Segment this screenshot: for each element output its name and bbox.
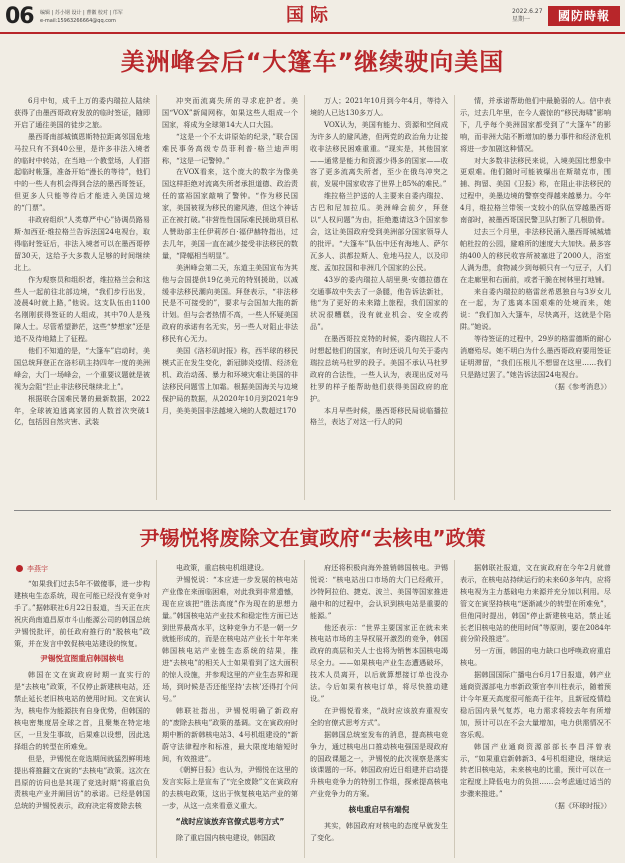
- column-divider: [304, 95, 305, 500]
- paragraph: 《朝鲜日报》也认为，尹锡悦在这里的发言实际上是宣布了“完全废除”文在寅政府的去核电政策，这出于恢复核电站产业的第一步，从这一点来看意义重大。: [162, 765, 298, 811]
- editors-line: 编辑 | 苏小钢 设计 | 曹徽 校对 | 邝军: [40, 10, 123, 16]
- paragraph: VOX认为，美国有能力、资源和空间成为许多人的避风港，但两党的政治角力让接收非法移民困难重重。“现实是，其他国家——通常是能力和资源少得多的国家——收容了更多流离失所者，至少在俄乌冲突之前，发展中国家收容了世界上85%的难民。”: [310, 119, 448, 189]
- header-divider: [0, 32, 625, 34]
- page-number: 06: [5, 4, 34, 29]
- newspaper-logo: 國防時報: [548, 6, 620, 26]
- article1-column-3: [310, 95, 448, 500]
- source-credit: （据《参考消息》）: [550, 381, 611, 391]
- subheading: “战时应该放弃官僚式思考方式”: [175, 817, 285, 827]
- paragraph: 据韩联社报道，文在寅政府在今年2月就曾表示，在核电站持续运行的未来60多年内，应将核电视为主力基础电力来源并充分加以利用。尽管文在寅坚持核电“逐渐减少的转型在所难免”，但他同时提出，韩国“停止新建核电站，禁止延长老旧核电站的使用时间”等原则，要在2084年前分阶段推进”。: [460, 563, 611, 644]
- paragraph: 在尹锡悦看来，“战时应该放弃重视安全的官僚式思考方式”。: [310, 705, 448, 727]
- paragraph: 尹锡悦说：“本应进一步发展的核电站产业像在来面临困难，对此我到非常遗憾，现在应该把“胜法高度”作为现在的思想力量。”韩国核电站产业技术和稳定性方面已达到世界最高水平，这种竞争力不是一朝一夕就能形成的，而是在核电站产业长十年年来韩国核电站产业链生态系统的结果，推进“去核电”的相关人士如果看到了这大面积的惊人设施，并参观这里的产业生态界和现场，到时候是否还能坚持‘去核’还得打个问号。”: [162, 574, 298, 703]
- paragraph: “如果我们过去5年不做傻事，进一步构建核电生态系统，现在可能已经没有竞争对手了。”据韩联社6月22日报道，当天正在庆祝庆尚南道昌原市斗山能源公司的韩国总统尹锡悦批评，前任政府推行的“脱核电”政策，并在发言中敦促核电站建设的恢复。: [14, 579, 150, 648]
- article-divider: [14, 510, 611, 511]
- editor-credits: [40, 9, 123, 25]
- weekday-value: 星期一: [512, 16, 531, 23]
- article1-column-1: [14, 95, 150, 500]
- column-divider: [454, 95, 455, 500]
- author-byline: [16, 563, 101, 575]
- paragraph: 其实，韩国政府对核电的态度早就发生了变化。: [310, 821, 448, 842]
- paragraph: 冲突而流离失所的寻求庇护者。美国“VOX”新闻网称，如果这些人组成一个国家，将成为全球第14大人口大国。: [162, 96, 298, 129]
- column-divider: [454, 560, 455, 858]
- section-title: 国际: [286, 5, 334, 26]
- paragraph: 美国《洛杉矶时报》称，西半球的移民模式正在发生变化，新冠肺炎疫情、经济危机、政治动荡、暴力和环境灾难让美国的非法移民问题雪上加霜。根据美国海关与边境保护局的数据，从2020年10月到2021年9月，美美美国非法越境入境的人数超过170: [162, 346, 298, 415]
- paragraph: 万人；2021年10月到今年4月，等待入境的人已达130多万人。: [310, 96, 448, 117]
- paragraph: 他们不知道的是，“大篷车”启动时，美国总统拜登正在洛杉矶主持四年一度的美洲峰会，大门一场峰会，一个重要议题就是被视为会阻“拦止非法移民继续北上”。: [14, 346, 150, 391]
- page-header: [0, 0, 625, 32]
- paragraph: 等待签证的过程中，29岁的格雷德斯的耐心消磨殆尽。她不明白为什么墨西哥政府要用签证证明滞留，“我们压根儿不想留在这里……我们只是路过罢了。”她告诉法国24电视台。: [460, 334, 611, 379]
- paragraph: 据韩国总统室发布的消息，提高核电竞争力，通过核电出口推动核电强国是现政府的国政课题之一，尹锡悦的此次视察是落实该课题的一环。韩国政府近日组建并启动提升核电竞争力的特别工作组，探索提高核电产业竞争力的方案。: [310, 729, 448, 799]
- article2-column-1: [14, 578, 150, 858]
- article2-headline: 尹锡悦将废除文在寅政府“去核电”政策: [139, 526, 486, 550]
- paragraph: 非政府组织“人类尊严中心”协调员路易斯·加西亚·维拉格兰告诉法国24电视台，取得临时签证后，非法入境者可以在墨西哥停留30天，这给予大多数人足够的时间继续北上。: [14, 215, 150, 272]
- byline-dot-icon: [16, 565, 23, 572]
- article2-column-2: [162, 562, 298, 858]
- column-divider: [156, 560, 157, 858]
- paragraph: 情，并承诺帮助他们中最脆弱的人。信中表示，过去几年里，在今人震惊的“移民海啸”影响下，几乎每个美洲国家都受到了“大篷车”的影响，而非洲大陆不断增加的暴力事件和经济危机将进一步加剧这种情况。: [460, 96, 611, 153]
- paragraph: 作为观察员和组织者，维拉格兰会和这些人一起前往北部边境，“我们步行出发，凌晨4时就上路，”他说。这支队伍由1100名刚刚获得签证的人组成，其中70人是残障人士。尽管希望渺茫，这些“梦想家”还是追不及待地踏上了征程。: [14, 274, 150, 344]
- paragraph: 维拉格兰护送的人主要来自委内瑞拉、古巴和尼加拉瓜。美洲峰会前夕，拜登以“人权问题”为由，拒绝邀请这3个国家参会，这让美国政府受到美洲部分国家领导人的批评。“大篷车”队伍中还有海地人、萨尔瓦多人、洪都拉斯人、危地马拉人，以及印度、孟加拉国和非洲几个国家的公民。: [310, 191, 448, 272]
- paragraph: 根据联合国难民署的最新数据，2022年，全球被迫逃离家园的人数首次突破1亿，包括因自然灾害、武装: [14, 393, 150, 427]
- source-credit: （据《环球时报》）: [550, 801, 611, 811]
- paragraph: 对大多数非法移民来说，入境美国比想象中更艰难。他们随时可能被爆出在斯瑞克市，围捕、拘留、美国《卫报》称，在阻止非法移民的过程中，美墨边境的警察变得越来越暴力。今年4月，维拉格兰带领一支较小的队伍穿越墨西哥南部时，被墨西哥国民警卫队打断了几根肋骨。: [460, 155, 611, 225]
- paragraph: 来自委内瑞拉的格雷丝希恩独自与3岁女儿在一起，为了逃离本国艰难的处境而来，她说：“我们加入大篷车，尽快离开，这就是个陷阱。”她说。: [460, 286, 611, 332]
- paragraph: 6月中旬，成千上万的委内瑞拉人陆续获得了由墨西哥政府发放的临时签证，随即开启了通往美国的徒步之旅。: [14, 96, 150, 129]
- column-divider: [304, 560, 305, 858]
- issue-date: [512, 8, 543, 24]
- article2-column-3: [310, 562, 448, 858]
- paragraph: 美洲峰会第二天，东道主美国宣布为其他与会国提供19亿美元的特别援助，以减缓非法移民潮向美国。拜登表示，“非法移民是不可接受的”，要求与会国加大拖的新计划。但与会者热情不高，一些人怀疑美国政府的承诺有名无实，另一些人对阻止非法移民有心无力。: [162, 262, 298, 344]
- article1-column-2: [162, 95, 298, 500]
- paragraph: 在墨西哥拉克特的时候，委内瑞拉人不时想起他们的国家，有时还说几句关于委内瑞拉总统马杜罗的段子。美国不承认马杜罗政府的合法性，一些人认为，表现出反对马杜罗的样子能帮助他们获得美国政府的庇护。: [310, 334, 448, 403]
- paragraph: 韩国在文在寅政府时期一直实行的是“去核电”政策，不仅停止新建核电站，还禁止延长老旧核电站的使用时间。文在寅认为，核电作为能源扶有自身优势，但韩国的核电密集度居全球之首，且聚集在特定地区，一旦发生事故，后果难以设想，因此选择组合的转型在所难免。: [14, 670, 150, 751]
- subheading: 核电重启早有端倪: [348, 805, 410, 815]
- paragraph: 另一方面，韩国的电力缺口也呼唤政府重启核电。: [460, 646, 611, 668]
- email-line: e-mail:15963266664@qq.com: [40, 18, 116, 24]
- paragraph: 据韩国国际广播电台6月17日报道，韩产业通商资源部电力率新政策官李川柱表示，随着预计今年夏天高度很可能高于往年，且新冠疫情趋稳后国内景气复苏，电力需求将较去年有所增加，预计可以在不会大量增加，电力供需情况不容乐观。: [460, 670, 611, 739]
- paragraph: 电政策，重启核电机组建设。: [176, 563, 269, 572]
- paragraph: 在VOX看来，这个庞大的数字为像美国这样拒绝对流离失所者承担道德、政治责任的富裕国家敲响了警钟。“作为移民国家，美国被视为移民的避风港，但这个神话正在被打破。”非营性性国际难民援助项目私人赞助部主任伊莉莎白·福伊赫特指出，过去几年，美国一直在减少接受非法移民的数量，“降幅相当明显”。: [162, 167, 298, 260]
- column-divider: [156, 95, 157, 500]
- paragraph: 他还表示：“世界主要国家正在就未来核电站市场的主导权展开激烈的竞争，韩国政府的高层和关人士也将为销售本国核电竭尽全力。——如果核电产业生态遭遇破坏，技术人员离开，以后就算想接订单也没办法。今后如果有核电订单，将尽快推动建设。”: [310, 622, 448, 703]
- paragraph: 但是，尹锡悦在竞选期间就猛烈鲜明地提出将推翻文在寅的“去核电”政策。这次在昌原的访问也是其现了竞选时期“将重启负责核电产业并阐回访”的承诺。已经是韩国总统的尹锡悦表示，政府决定将废除去核: [14, 753, 150, 811]
- paragraph: 本月早些时候，墨西哥移民局说临播拉格兰，表达了对这一行人的同: [310, 405, 448, 427]
- article1-headline: 美洲峰会后“大篷车”继续驶向美国: [120, 48, 505, 76]
- paragraph: 除了重启国内核电建设，韩国政: [176, 832, 276, 842]
- article1-column-4: [460, 95, 611, 500]
- paragraph: 43岁的委内瑞拉人胡里奥·安德拉德在交通事故中失去了一条腿，他告诉法新社，他“为了更好的未来踏上旅程，我们国家的状况很糟糕，没有就业机会、安全或药品”。: [310, 274, 448, 332]
- author-name: 李燕宇: [27, 565, 48, 573]
- paragraph: 墨西哥南部城镇恩斯特拉距离邻国危地马拉只有不到40公里，是许多非法入境者的临时中转站，在当地一个教堂场，人们搭起临时帐篷，准备开始“漫长的等待”，他们中的一些人有机会得到合法的墨西哥签证，但更多人只能等待后才能进入美国边境的“门票”。: [14, 131, 150, 213]
- paragraph: “这是一个不太讲原始的纪录，”联合国难民事务高级专员菲利普·格兰迪声明称，“这是一记警钟。”: [162, 131, 298, 165]
- paragraph: 韩联社指出，尹锡悦明确了新政府的“废除去核电”政策的基调。文在寅政府时期中断的新韩核电站3、4号机组建设的“新蔚守法律程序和标准，最大限度地缩短时间，有效推进”。: [162, 705, 298, 763]
- paragraph: 韩国产业通商资源部部长李昌洋曾表示，“如果重启新韩新3、4号机组建设，继续运转老旧核电站，未来核电的比重，预计可以在一定程度上降低电力的负担……会考虑通过适当的步骤来推进。”: [460, 741, 611, 799]
- article2-column-4: [460, 562, 611, 858]
- paragraph: 过去三个月里，非法移民涌入墨西哥城城墙帕杜拉的公园，避难所的速度大大加快。最多容纳400人的移民收容所被塞进了2000人，浴室人满为患，食物减少到每顿只有一勺豆子，人们在走廊里和右面前，或者干脆在树林里打地铺。: [460, 226, 611, 284]
- date-value: 2022.6.27: [512, 8, 543, 15]
- subheading: 尹锡悦宣图重启韩国核电: [40, 654, 124, 664]
- paragraph: 府还将积极向海外推销韩国核电。尹锡悦说：“核电站出口市场的大门已经敞开，沙特阿拉伯、捷克、波兰、美国等国家推进融中和的过程中，会认识到核电站是重要的能源。”: [310, 563, 448, 620]
